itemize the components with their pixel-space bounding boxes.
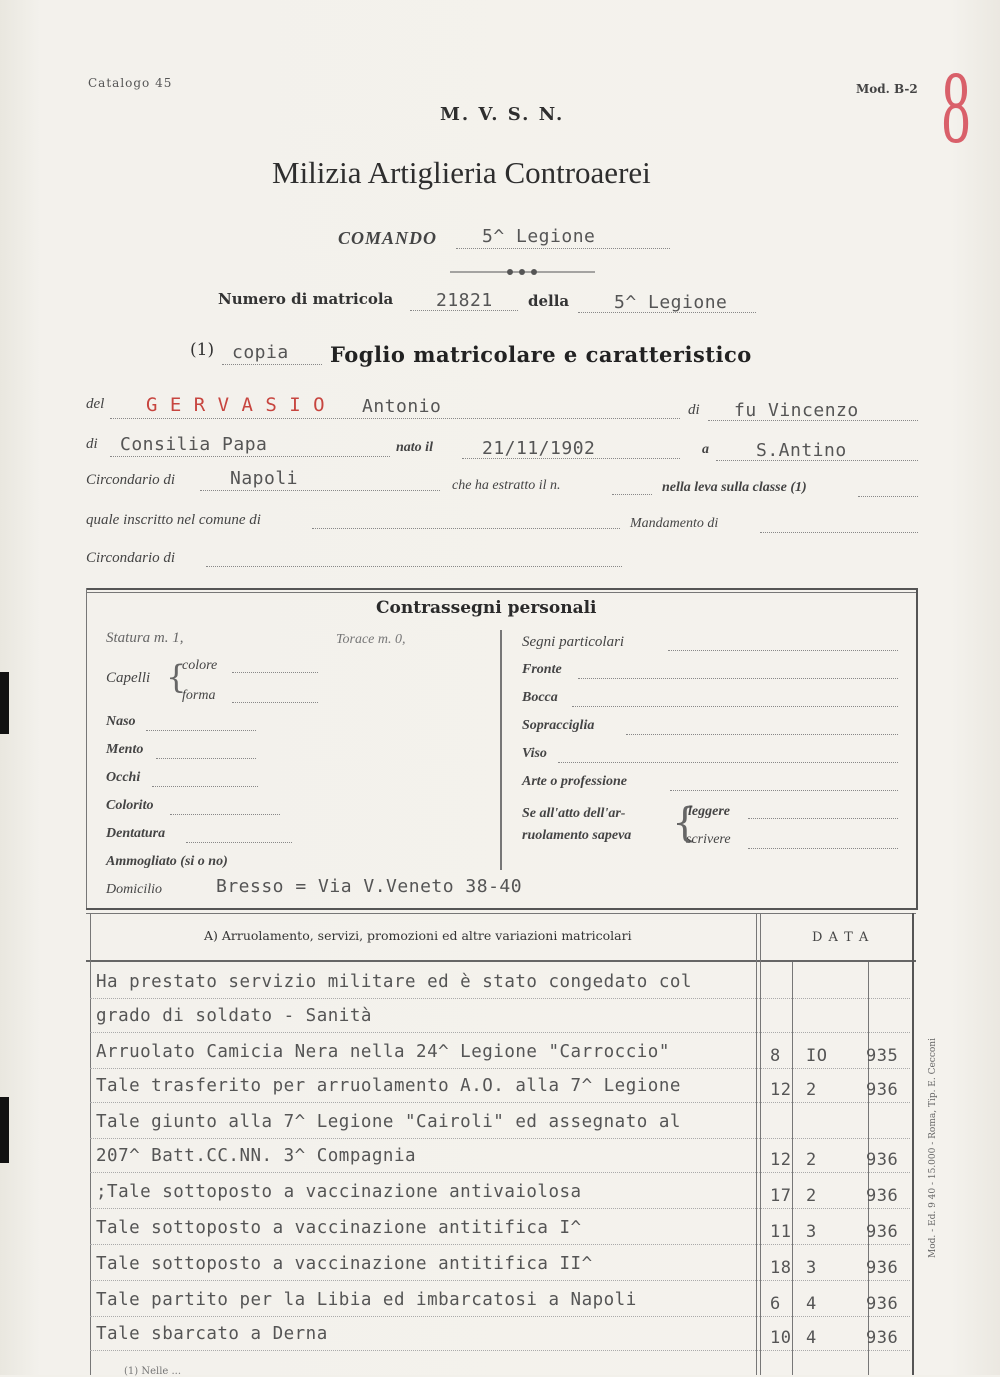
se-atto-label-1: Se all'atto dell'ar- — [522, 806, 626, 821]
della-label: della — [528, 292, 570, 310]
record-row-text: Tale trasferito per arruolamento A.O. alla 7^ Legione — [96, 1076, 681, 1096]
fronte-label: Fronte — [522, 662, 562, 677]
record-section-title: A) Arruolamento, servizi, promozioni ed altre variazioni matricolari — [204, 928, 632, 943]
del-label: del — [86, 396, 105, 412]
nato-label: nato il — [396, 440, 433, 455]
capelli-brace: { — [166, 658, 187, 696]
di-label: di — [688, 402, 700, 418]
matricola-label: Numero di matricola — [218, 290, 394, 308]
se-atto-label-2: ruolamento sapeva — [522, 828, 632, 843]
record-row-date-month: 2 — [806, 1186, 817, 1206]
bocca-label: Bocca — [522, 690, 558, 705]
note-ref: (1) — [190, 340, 215, 360]
acronym: M. V. S. N. — [440, 104, 565, 125]
matricola-value: 21821 — [436, 290, 493, 311]
record-row-date-month: 4 — [806, 1294, 817, 1314]
della-value: 5^ Legione — [614, 292, 728, 313]
circondario-label: Circondario di — [86, 472, 176, 488]
arte-label: Arte o professione — [522, 774, 627, 789]
leva-label: nella leva sulla classe (1) — [662, 480, 807, 495]
record-row-date-day: 6 — [770, 1294, 781, 1314]
record-row-text: Tale sbarcato a Derna — [96, 1324, 328, 1344]
sopracciglia-label: Sopracciglia — [522, 718, 595, 733]
record-row-text: grado di soldato - Sanità — [96, 1006, 372, 1026]
record-row-text: Tale giunto alla 7^ Legione "Cairoli" ed assegnato al — [96, 1112, 681, 1132]
segni-label: Segni particolari — [522, 634, 625, 650]
corner-mark: 8 — [941, 50, 971, 165]
copy-label: copia — [232, 342, 289, 363]
record-row-date-day: 18 — [770, 1258, 792, 1278]
record-row-text: Tale sottoposto a vaccinazione antitifica I^ — [96, 1218, 582, 1238]
firstname: Antonio — [362, 396, 442, 417]
punch-mark — [0, 672, 9, 734]
record-row-text: Tale sottoposto a vaccinazione antitifica II^ — [96, 1254, 593, 1274]
colorito-label: Colorito — [106, 798, 154, 813]
record-row-text: 207^ Batt.CC.NN. 3^ Compagnia — [96, 1146, 417, 1166]
record-row-date-day: 12 — [770, 1080, 792, 1100]
mother-name: Consilia Papa — [120, 434, 268, 455]
record-row-date-year: 936 — [866, 1150, 899, 1170]
record-row-text: ;Tale sottoposto a vaccinazione antivaiolosa — [96, 1182, 582, 1202]
record-row-date-year: 936 — [866, 1080, 899, 1100]
di2-label: di — [86, 436, 98, 452]
contrassegni-title: Contrassegni personali — [376, 598, 597, 618]
scrivere-label: scrivere — [686, 832, 731, 847]
occhi-label: Occhi — [106, 770, 141, 785]
dentatura-label: Dentatura — [106, 826, 166, 841]
iscritto-label: quale inscritto nel comune di — [86, 512, 261, 528]
record-row-date-month: IO — [806, 1046, 828, 1066]
sheet-title: Foglio matricolare e caratteristico — [330, 342, 752, 367]
comando-label: COMANDO — [338, 228, 438, 248]
mandamento-label: Mandamento di — [630, 516, 719, 531]
side-print: Mod. - Ed. 9 40 - 15.000 - Roma, Tip. E. Cecconi — [928, 1038, 938, 1258]
model-label: Mod. B-2 — [856, 82, 918, 96]
record-row-date-day: 11 — [770, 1222, 792, 1242]
leggere-brace: { — [672, 800, 698, 846]
record-row-date-year: 936 — [866, 1258, 899, 1278]
record-row-date-month: 4 — [806, 1328, 817, 1348]
surname: G E R V A S I O — [146, 394, 326, 416]
naso-label: Naso — [106, 714, 136, 729]
viso-label: Viso — [522, 746, 547, 761]
father-name: fu Vincenzo — [734, 400, 859, 421]
record-row-date-month: 2 — [806, 1150, 817, 1170]
record-row-text: Arruolato Camicia Nera nella 24^ Legione "Carroccio" — [96, 1042, 670, 1062]
record-row-date-day: 10 — [770, 1328, 792, 1348]
birthplace: S.Antino — [756, 440, 847, 461]
domicilio-label: Domicilio — [106, 882, 162, 897]
a-label: a — [702, 442, 709, 457]
footnote: (1) Nelle ... — [124, 1366, 182, 1377]
record-row-date-year: 936 — [866, 1186, 899, 1206]
record-row-date-day: 8 — [770, 1046, 781, 1066]
colore-label: colore — [182, 658, 218, 673]
record-row-date-day: 17 — [770, 1186, 792, 1206]
statura-label: Statura m. 1, — [106, 630, 184, 646]
record-row-date-day: 12 — [770, 1150, 792, 1170]
record-row-date-month: 3 — [806, 1258, 817, 1278]
circondario2-label: Circondario di — [86, 550, 176, 566]
capelli-label: Capelli — [106, 670, 151, 686]
record-row-text: Ha prestato servizio militare ed è stato congedato col — [96, 972, 692, 992]
circondario-value: Napoli — [230, 468, 299, 489]
record-row-date-month: 3 — [806, 1222, 817, 1242]
date-header: D A T A — [812, 930, 870, 945]
mento-label: Mento — [106, 742, 144, 757]
ornament-divider — [450, 262, 595, 272]
birth-date: 21/11/1902 — [482, 438, 596, 459]
estratto-label: che ha estratto il n. — [452, 478, 561, 493]
ammogliato-label: Ammogliato (si o no) — [106, 854, 228, 869]
main-title: Milizia Artiglieria Controaerei — [272, 155, 651, 190]
record-row-date-year: 936 — [866, 1222, 899, 1242]
record-row-text: Tale partito per la Libia ed imbarcatosi a Napoli — [96, 1290, 637, 1310]
torace-label: Torace m. 0, — [336, 632, 406, 647]
punch-mark — [0, 1097, 9, 1163]
record-row-date-month: 2 — [806, 1080, 817, 1100]
record-row-date-year: 935 — [866, 1046, 899, 1066]
domicilio-value: Bresso = Via V.Veneto 38-40 — [216, 876, 523, 897]
record-row-date-year: 936 — [866, 1294, 899, 1314]
comando-value: 5^ Legione — [482, 226, 596, 247]
forma-label: forma — [182, 688, 216, 703]
record-row-date-year: 936 — [866, 1328, 899, 1348]
leggere-label: leggere — [688, 804, 730, 819]
catalog-label: Catalogo 45 — [88, 76, 173, 90]
